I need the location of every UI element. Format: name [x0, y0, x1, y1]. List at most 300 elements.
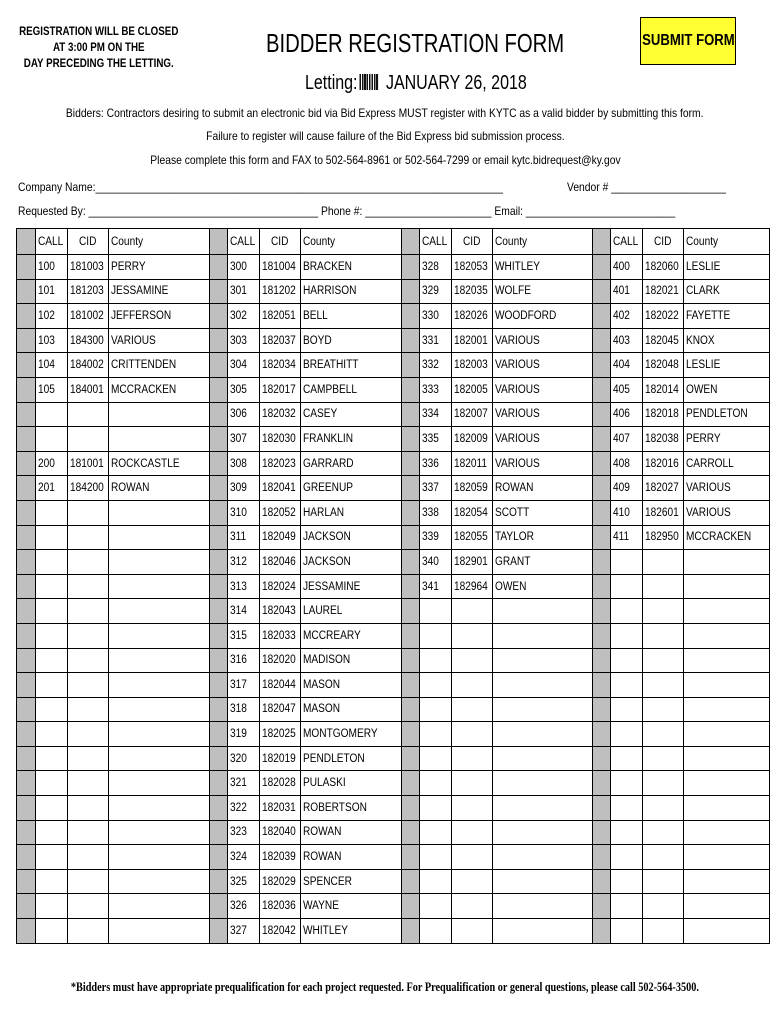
checkbox-column-cell[interactable]: [17, 623, 36, 648]
cell-call: [227, 746, 259, 771]
cell-text: 327: [229, 924, 247, 937]
checkbox-column-cell[interactable]: [593, 500, 611, 525]
cell-text: 184002: [69, 359, 104, 372]
checkbox-column-cell[interactable]: [593, 673, 611, 698]
cell-call: [419, 377, 451, 402]
checkbox-column-cell[interactable]: [209, 623, 227, 648]
cell-call: [227, 476, 259, 501]
table-row: [17, 820, 770, 845]
cell-call: [419, 353, 451, 378]
cell-call: [35, 796, 67, 821]
cell-text: 184300: [69, 334, 104, 347]
cell-county: [493, 255, 593, 280]
cell-cid: [259, 328, 300, 353]
company-name-label: Company Name:: [18, 180, 96, 194]
checkbox-column-cell[interactable]: [209, 894, 227, 919]
checkbox-column-cell[interactable]: [17, 894, 36, 919]
cell-county: [684, 648, 770, 673]
cell-cid: [451, 304, 492, 329]
checkbox-column-cell[interactable]: [209, 746, 227, 771]
cell-cid: [259, 377, 300, 402]
checkbox-column-cell[interactable]: [17, 574, 36, 599]
checkbox-column-cell[interactable]: [402, 623, 420, 648]
cell-text: VARIOUS: [495, 334, 540, 347]
checkbox-column-cell[interactable]: [17, 402, 36, 427]
cell-text: 302: [229, 309, 247, 322]
cell-text: 182011: [453, 457, 487, 470]
cell-text: 312: [229, 555, 247, 568]
cell-cid: [67, 279, 108, 304]
cell-county: [109, 919, 210, 944]
checkbox-column-cell[interactable]: [593, 869, 611, 894]
checkbox-column-cell[interactable]: [402, 919, 420, 944]
closing-notice: [18, 24, 180, 72]
cell-call: [611, 869, 643, 894]
checkbox-column-cell[interactable]: [209, 845, 227, 870]
cell-cid: [643, 845, 684, 870]
checkbox-column-cell[interactable]: [209, 328, 227, 353]
cell-cid: [259, 304, 300, 329]
cell-county: [493, 673, 593, 698]
cell-cid: [67, 550, 108, 575]
column-header-call: [611, 229, 643, 255]
checkbox-column-cell[interactable]: [209, 255, 227, 280]
checkbox-column-cell[interactable]: [593, 279, 611, 304]
table-row: [17, 500, 770, 525]
cell-county: [109, 722, 210, 747]
checkbox-column-cell[interactable]: [17, 648, 36, 673]
checkbox-column-cell[interactable]: [17, 845, 36, 870]
cell-cid: [259, 353, 300, 378]
checkbox-column-cell[interactable]: [593, 574, 611, 599]
cell-cid: [259, 894, 300, 919]
cell-cid: [643, 500, 684, 525]
checkbox-column-cell[interactable]: [17, 229, 36, 255]
checkbox-column-cell[interactable]: [593, 894, 611, 919]
checkbox-column-cell[interactable]: [593, 255, 611, 280]
checkbox-column-cell[interactable]: [402, 377, 420, 402]
checkbox-column-cell[interactable]: [17, 427, 36, 452]
checkbox-column-cell[interactable]: [17, 722, 36, 747]
checkbox-column-cell[interactable]: [402, 304, 420, 329]
cell-cid: [643, 451, 684, 476]
checkbox-column-cell[interactable]: [17, 869, 36, 894]
cell-text: VARIOUS: [686, 482, 732, 495]
cell-call: [419, 279, 451, 304]
cell-county: [684, 525, 770, 550]
cell-call: [227, 255, 259, 280]
submit-form-button[interactable]: [640, 17, 736, 65]
cell-cid: [643, 869, 684, 894]
cell-county: [493, 623, 593, 648]
cell-county: [109, 796, 210, 821]
cell-cid: [259, 771, 300, 796]
cell-call: [35, 869, 67, 894]
cell-call: [35, 673, 67, 698]
checkbox-column-cell[interactable]: [593, 599, 611, 624]
cell-text: CRITTENDEN: [111, 359, 177, 372]
checkbox-column-cell[interactable]: [17, 796, 36, 821]
checkbox-column-cell[interactable]: [593, 820, 611, 845]
checkbox-column-cell[interactable]: [593, 623, 611, 648]
checkbox-column-cell[interactable]: [209, 820, 227, 845]
checkbox-column-cell[interactable]: [209, 919, 227, 944]
checkbox-column-cell[interactable]: [17, 476, 36, 501]
cell-call: [35, 328, 67, 353]
table-row: [17, 894, 770, 919]
column-header-call: [227, 229, 259, 255]
checkbox-column-cell[interactable]: [17, 353, 36, 378]
checkbox-column-cell[interactable]: [593, 550, 611, 575]
cell-text: 335: [421, 432, 439, 445]
cell-cid: [643, 746, 684, 771]
cell-cid: [67, 820, 108, 845]
checkbox-column-cell[interactable]: [402, 402, 420, 427]
cell-call: [35, 722, 67, 747]
cell-text: 182053: [453, 260, 488, 273]
cell-text: 184001: [69, 383, 104, 396]
cell-text: JESSAMINE: [111, 285, 169, 298]
cell-text: 182022: [645, 309, 679, 322]
cell-text: 182964: [453, 580, 488, 593]
cell-text: 407: [613, 432, 631, 445]
cell-cid: [67, 673, 108, 698]
checkbox-column-cell[interactable]: [209, 525, 227, 550]
cell-cid: [259, 796, 300, 821]
checkbox-column-cell[interactable]: [209, 427, 227, 452]
checkbox-column-cell[interactable]: [402, 771, 420, 796]
checkbox-column-cell[interactable]: [593, 476, 611, 501]
cell-text: 337: [421, 482, 439, 495]
cell-county: [109, 550, 210, 575]
table-row: [17, 353, 770, 378]
checkbox-column-cell[interactable]: [402, 427, 420, 452]
cell-text: PENDLETON: [302, 752, 365, 765]
cell-cid: [259, 427, 300, 452]
cell-county: [684, 771, 770, 796]
cell-text: 102: [37, 309, 55, 322]
checkbox-column-cell[interactable]: [402, 574, 420, 599]
phone-field[interactable]: ______________________: [365, 204, 492, 218]
cell-text: 341: [421, 580, 439, 593]
phone-label: Phone #:: [321, 204, 363, 218]
email-label: Email:: [494, 204, 524, 218]
column-header-call: [35, 229, 67, 255]
checkbox-column-cell[interactable]: [209, 599, 227, 624]
checkbox-column-cell[interactable]: [593, 697, 611, 722]
cell-text: CASEY: [302, 408, 338, 421]
cell-call: [35, 771, 67, 796]
checkbox-column-cell[interactable]: [17, 599, 36, 624]
checkbox-column-cell[interactable]: [209, 353, 227, 378]
cell-cid: [259, 919, 300, 944]
checkbox-column-cell[interactable]: [209, 550, 227, 575]
checkbox-column-cell[interactable]: [17, 820, 36, 845]
cell-cid: [451, 722, 492, 747]
cell-call: [419, 402, 451, 427]
cell-cid: [67, 648, 108, 673]
cell-cid: [451, 673, 492, 698]
cell-cid: [259, 476, 300, 501]
cell-call: [611, 722, 643, 747]
checkbox-column-cell[interactable]: [402, 229, 420, 255]
cell-county: [300, 451, 401, 476]
cell-call: [611, 255, 643, 280]
checkbox-column-cell[interactable]: [17, 525, 36, 550]
cell-call: [419, 746, 451, 771]
cell-text: 101: [37, 285, 55, 298]
column-header-text: CID: [78, 235, 97, 248]
email-field[interactable]: __________________________: [525, 204, 676, 218]
cell-text: SCOTT: [495, 506, 530, 519]
cell-call: [611, 377, 643, 402]
checkbox-column-cell[interactable]: [209, 648, 227, 673]
checkbox-column-cell[interactable]: [209, 697, 227, 722]
checkbox-column-cell[interactable]: [17, 328, 36, 353]
checkbox-column-cell[interactable]: [402, 353, 420, 378]
checkbox-column-cell[interactable]: [593, 377, 611, 402]
cell-cid: [451, 328, 492, 353]
cell-text: HARRISON: [302, 285, 357, 298]
checkbox-column-cell[interactable]: [402, 451, 420, 476]
cell-cid: [451, 623, 492, 648]
cell-county: [493, 697, 593, 722]
table-header-row: [17, 229, 770, 255]
checkbox-column-cell[interactable]: [593, 525, 611, 550]
cell-call: [227, 697, 259, 722]
checkbox-column-cell[interactable]: [402, 599, 420, 624]
cell-call: [227, 525, 259, 550]
instructions-line-2: [0, 129, 770, 143]
checkbox-column-cell[interactable]: [402, 476, 420, 501]
cell-cid: [451, 255, 492, 280]
checkbox-column-cell[interactable]: [402, 648, 420, 673]
cell-text: VARIOUS: [686, 506, 732, 519]
checkbox-column-cell[interactable]: [593, 427, 611, 452]
closing-notice-line: DAY PRECEDING THE LETTING.: [23, 58, 174, 70]
cell-county: [493, 279, 593, 304]
table-row: [17, 722, 770, 747]
cell-call: [611, 525, 643, 550]
cell-county: [109, 771, 210, 796]
checkbox-column-cell[interactable]: [593, 353, 611, 378]
cell-call: [611, 746, 643, 771]
checkbox-column-cell[interactable]: [402, 820, 420, 845]
checkbox-column-cell[interactable]: [209, 476, 227, 501]
project-table: [16, 228, 770, 944]
cell-call: [419, 722, 451, 747]
cell-call: [227, 377, 259, 402]
cell-text: MONTGOMERY: [302, 728, 378, 741]
cell-call: [35, 353, 67, 378]
cell-call: [611, 894, 643, 919]
checkbox-column-cell[interactable]: [209, 673, 227, 698]
cell-call: [227, 845, 259, 870]
checkbox-column-cell[interactable]: [17, 697, 36, 722]
cell-cid: [643, 525, 684, 550]
checkbox-column-cell[interactable]: [209, 500, 227, 525]
checkbox-column-cell[interactable]: [402, 525, 420, 550]
column-header-county: [684, 229, 770, 255]
table-row: [17, 328, 770, 353]
cell-text: 181203: [69, 285, 104, 298]
letting-label: Letting:: [305, 72, 358, 94]
cell-cid: [451, 771, 492, 796]
cell-county: [684, 304, 770, 329]
cell-text: MASON: [302, 678, 340, 691]
cell-county: [684, 279, 770, 304]
checkbox-column-cell[interactable]: [17, 451, 36, 476]
checkbox-column-cell[interactable]: [209, 304, 227, 329]
cell-county: [300, 673, 401, 698]
vendor-field[interactable]: ____________________: [611, 180, 726, 194]
column-header-cid: [67, 229, 108, 255]
cell-cid: [451, 894, 492, 919]
checkbox-column-cell[interactable]: [402, 722, 420, 747]
requested-by-field[interactable]: ________________________________________: [88, 204, 319, 218]
cell-county: [300, 796, 401, 821]
checkbox-column-cell[interactable]: [593, 919, 611, 944]
cell-text: WOODFORD: [495, 309, 557, 322]
cell-county: [300, 648, 401, 673]
cell-text: GREENUP: [302, 482, 353, 495]
cell-text: 182027: [645, 482, 679, 495]
cell-call: [611, 451, 643, 476]
checkbox-column-cell[interactable]: [17, 771, 36, 796]
table-row: [17, 771, 770, 796]
checkbox-column-cell[interactable]: [209, 722, 227, 747]
checkbox-column-cell[interactable]: [593, 722, 611, 747]
cell-text: 319: [229, 728, 247, 741]
checkbox-column-cell[interactable]: [17, 550, 36, 575]
cell-text: 182028: [261, 777, 296, 790]
checkbox-column-cell[interactable]: [593, 796, 611, 821]
checkbox-column-cell[interactable]: [593, 402, 611, 427]
checkbox-column-cell[interactable]: [593, 304, 611, 329]
cell-call: [611, 599, 643, 624]
cell-text: 305: [229, 383, 247, 396]
vendor-label: Vendor #: [567, 180, 609, 194]
cell-call: [419, 919, 451, 944]
cell-text: 409: [613, 482, 631, 495]
table-row: [17, 697, 770, 722]
cell-cid: [451, 869, 492, 894]
checkbox-column-cell[interactable]: [17, 919, 36, 944]
checkbox-column-cell[interactable]: [17, 673, 36, 698]
cell-call: [419, 697, 451, 722]
checkbox-column-cell[interactable]: [402, 550, 420, 575]
checkbox-column-cell[interactable]: [17, 746, 36, 771]
checkbox-column-cell[interactable]: [593, 328, 611, 353]
cell-text: VARIOUS: [495, 457, 540, 470]
checkbox-column-cell[interactable]: [402, 697, 420, 722]
checkbox-column-cell[interactable]: [402, 673, 420, 698]
company-name-field[interactable]: _______________________________________________________________________: [95, 180, 503, 194]
checkbox-column-cell[interactable]: [209, 796, 227, 821]
checkbox-column-cell[interactable]: [209, 279, 227, 304]
cell-call: [35, 746, 67, 771]
cell-call: [419, 869, 451, 894]
checkbox-column-cell[interactable]: [402, 869, 420, 894]
checkbox-column-cell[interactable]: [209, 771, 227, 796]
cell-county: [300, 427, 401, 452]
cell-county: [684, 623, 770, 648]
checkbox-column-cell[interactable]: [593, 648, 611, 673]
cell-cid: [67, 722, 108, 747]
cell-text: 404: [613, 359, 631, 372]
checkbox-column-cell[interactable]: [402, 328, 420, 353]
checkbox-column-cell[interactable]: [593, 229, 611, 255]
cell-cid: [67, 476, 108, 501]
cell-call: [611, 771, 643, 796]
cell-text: 182001: [453, 334, 488, 347]
cell-text: 182040: [261, 826, 296, 839]
checkbox-column-cell[interactable]: [402, 845, 420, 870]
checkbox-column-cell[interactable]: [402, 255, 420, 280]
checkbox-column-cell[interactable]: [402, 500, 420, 525]
cell-county: [109, 476, 210, 501]
cell-text: 401: [613, 285, 631, 298]
checkbox-column-cell[interactable]: [17, 377, 36, 402]
checkbox-column-cell[interactable]: [17, 255, 36, 280]
cell-cid: [451, 427, 492, 452]
cell-call: [419, 894, 451, 919]
checkbox-column-cell[interactable]: [402, 746, 420, 771]
checkbox-column-cell[interactable]: [593, 771, 611, 796]
checkbox-column-cell[interactable]: [593, 746, 611, 771]
cell-county: [300, 402, 401, 427]
checkbox-column-cell[interactable]: [209, 451, 227, 476]
checkbox-column-cell[interactable]: [402, 279, 420, 304]
table-row: [17, 648, 770, 673]
checkbox-column-cell[interactable]: [209, 229, 227, 255]
cell-text: JACKSON: [302, 555, 351, 568]
checkbox-column-cell[interactable]: [17, 500, 36, 525]
cell-cid: [451, 796, 492, 821]
checkbox-column-cell[interactable]: [402, 796, 420, 821]
checkbox-column-cell[interactable]: [593, 451, 611, 476]
cell-text: LESLIE: [686, 359, 721, 372]
cell-call: [35, 894, 67, 919]
cell-call: [611, 353, 643, 378]
cell-county: [493, 722, 593, 747]
cell-text: 182950: [645, 531, 679, 544]
cell-text: 323: [229, 826, 247, 839]
cell-call: [419, 599, 451, 624]
cell-county: [493, 500, 593, 525]
cell-cid: [451, 525, 492, 550]
cell-cid: [643, 796, 684, 821]
cell-call: [35, 599, 67, 624]
checkbox-column-cell[interactable]: [209, 869, 227, 894]
cell-text: PULASKI: [302, 777, 346, 790]
cell-county: [109, 255, 210, 280]
cell-county: [109, 820, 210, 845]
checkbox-column-cell[interactable]: [209, 574, 227, 599]
cell-cid: [451, 574, 492, 599]
checkbox-column-cell[interactable]: [402, 894, 420, 919]
cell-cid: [643, 623, 684, 648]
table-row: [17, 796, 770, 821]
checkbox-column-cell[interactable]: [17, 304, 36, 329]
checkbox-column-cell[interactable]: [209, 402, 227, 427]
cell-call: [419, 304, 451, 329]
checkbox-column-cell[interactable]: [17, 279, 36, 304]
cell-text: WHITLEY: [302, 924, 348, 937]
checkbox-column-cell[interactable]: [593, 845, 611, 870]
checkbox-column-cell[interactable]: [209, 377, 227, 402]
cell-cid: [67, 500, 108, 525]
